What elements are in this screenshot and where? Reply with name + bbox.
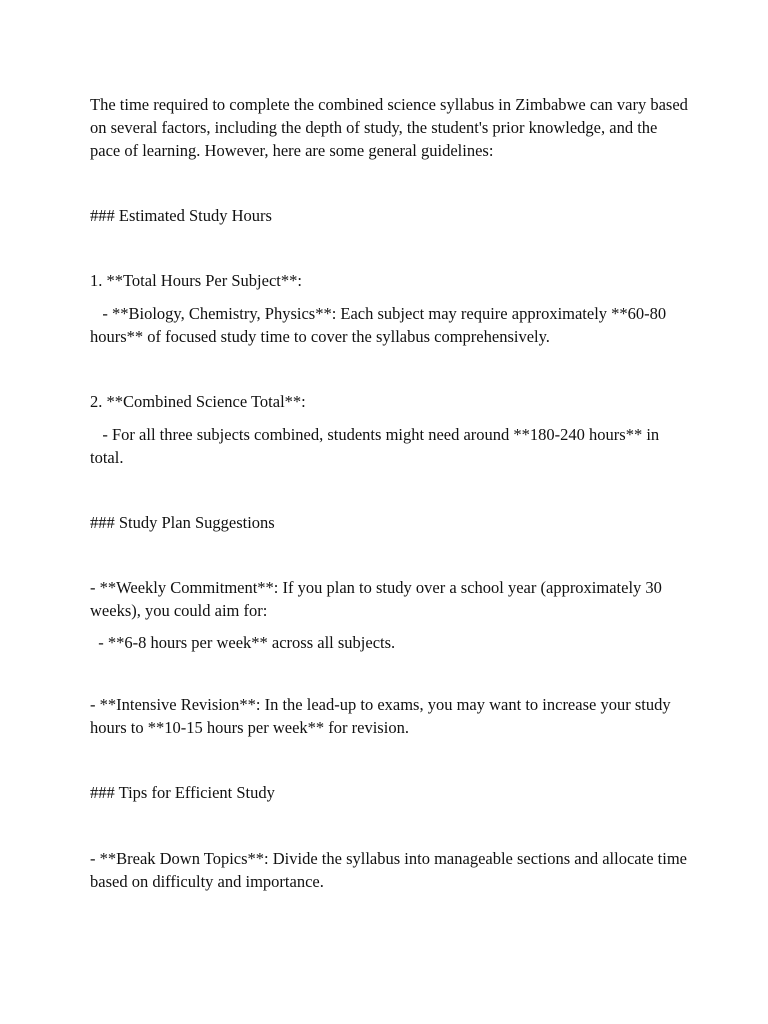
list-item-total-hours-detail: - **Biology, Chemistry, Physics**: Each subject may require approximately **60-80 hours** of focused study time to cover the syllabus comprehensively. — [90, 304, 671, 346]
list-item-combined-total-title: 2. **Combined Science Total**: — [90, 392, 306, 411]
list-item-weekly-detail: - **6-8 hours per week** across all subjects. — [90, 633, 396, 652]
heading-study-plan-suggestions: ### Study Plan Suggestions — [90, 513, 275, 532]
list-item-total-hours-title: 1. **Total Hours Per Subject**: — [90, 271, 302, 290]
list-item-intensive-revision: - **Intensive Revision**: In the lead-up to exams, you may want to increase your study hours to **10-15 hours per week** for revision. — [90, 695, 675, 737]
list-item-combined-total-detail: - For all three subjects combined, students might need around **180-240 hours** in total. — [90, 425, 664, 467]
list-item-break-down-topics: - **Break Down Topics**: Divide the syllabus into manageable sections and allocate time based on difficulty and importance. — [90, 849, 692, 891]
list-item-weekly-commitment: - **Weekly Commitment**: If you plan to study over a school year (approximately 30 weeks), you could aim for: — [90, 578, 667, 620]
heading-estimated-study-hours: ### Estimated Study Hours — [90, 206, 272, 225]
heading-tips-efficient-study: ### Tips for Efficient Study — [90, 783, 275, 802]
intro-paragraph: The time required to complete the combined science syllabus in Zimbabwe can vary based on several factors, including the depth of study, the student's prior knowledge, and the pace of learning. However, here are some general guidelines: — [90, 95, 693, 160]
